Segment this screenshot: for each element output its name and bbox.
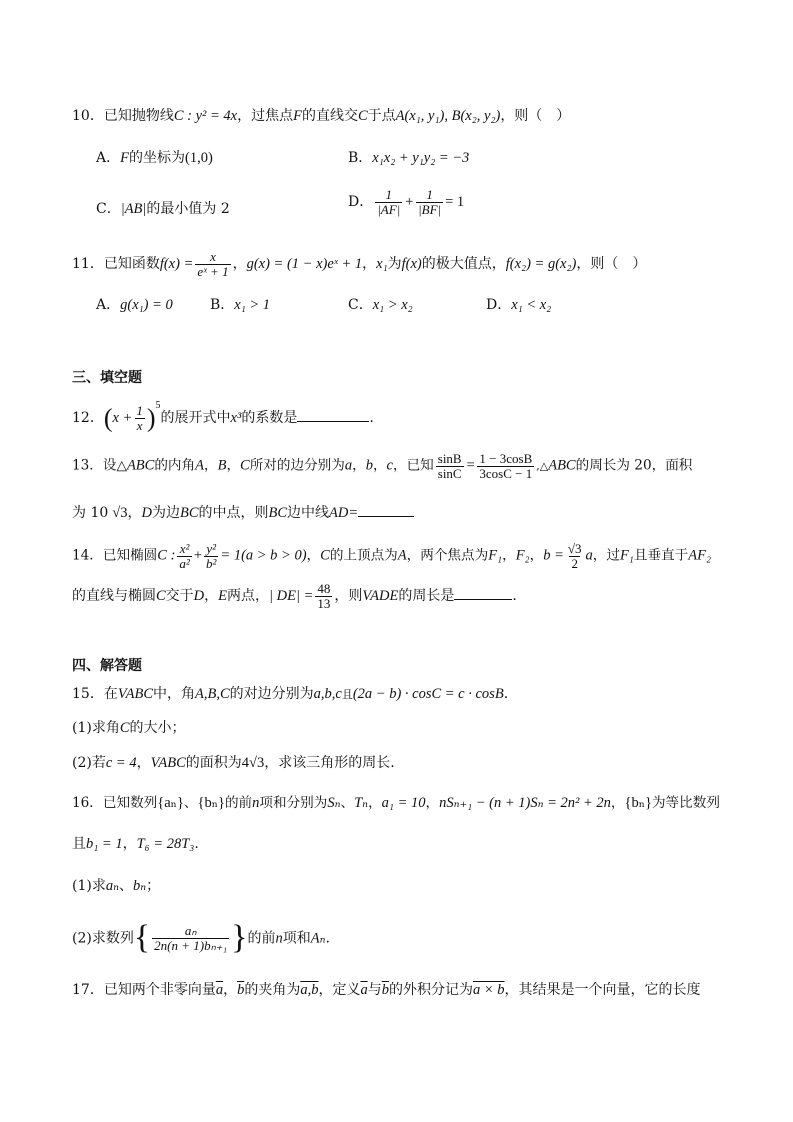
frac-den: x <box>136 417 143 433</box>
option-label: A． <box>96 297 121 313</box>
q16-text: 项和 <box>282 930 311 947</box>
option-label: D． <box>486 297 512 313</box>
fraction <box>134 404 145 432</box>
q14-var: E <box>218 588 228 605</box>
option-math: (1,0) <box>184 150 213 166</box>
option-label: C． <box>348 297 373 313</box>
q14-text: 的直线与椭圆 <box>72 588 156 605</box>
paren-close: ) <box>146 403 156 433</box>
q10-option-c <box>96 201 230 218</box>
frac-den: |AF| <box>377 201 401 217</box>
q13-var: b <box>365 457 373 474</box>
answer-blank[interactable] <box>297 409 369 422</box>
frac-den: b² <box>206 555 217 571</box>
q17-text: ，其结果是一个向量，它的长度 <box>504 982 701 998</box>
q14-text: 的周长是 <box>398 588 455 605</box>
q11-text: ， <box>232 256 247 273</box>
frac-den: 3cosC − 1 <box>479 465 533 481</box>
q13-text: ， <box>352 457 366 474</box>
q13-text: 的周长为 20，面积 <box>575 457 693 474</box>
option-math: x₁ < x₂ <box>511 297 552 313</box>
fraction <box>477 452 534 480</box>
frac-num: y² <box>206 541 217 556</box>
fraction <box>566 542 584 570</box>
frac-num: x <box>210 249 216 264</box>
q16-text: 的前 <box>247 930 276 947</box>
q12-text: 的系数是 <box>241 410 298 426</box>
q13-text: 边中线 <box>287 505 330 521</box>
q17-text: ， <box>223 982 238 998</box>
q14-var: AF₂ <box>688 547 711 564</box>
q13-text: 的中点，则 <box>198 505 269 521</box>
q13-text: ， <box>203 457 218 474</box>
q16-text: ， <box>122 836 137 852</box>
q15-text: 的大小； <box>129 720 186 736</box>
q13-text: 13．设△ <box>72 457 127 474</box>
option-text: 的坐标为 <box>128 150 185 166</box>
q10-option-b <box>348 150 469 167</box>
fraction <box>315 582 332 610</box>
q16-text: ； <box>146 878 161 894</box>
q15-var: c = 4 <box>105 755 137 771</box>
q16-part2 <box>72 918 330 959</box>
q10-points: A(x₁, y₁), B(x₂, y₂) <box>395 108 501 124</box>
q13-var: D <box>141 505 152 521</box>
q16-text: 的前 <box>224 795 253 811</box>
q11-option-b <box>210 297 270 314</box>
q14-text: 14．已知椭圆 <box>72 547 158 564</box>
q16-var: {bₙ} <box>197 795 225 811</box>
q14-line1: 14．已知椭圆C : $\frac{\text{x²}}{\text{a²}}$ + $\frac{\text{y²}}{\text{b²}}$ = 1(a > b > 0)，C的上顶点为A，两个焦点为F₁，F₂，b = $\frac{√3}{2}$ a，过F₁且垂直于AF₂ <box>72 541 711 571</box>
q13-text: ， <box>127 505 142 521</box>
q14-text: ， <box>529 547 544 564</box>
q11-stem <box>72 250 646 278</box>
q16-text: . <box>194 836 199 852</box>
brace-open: { <box>133 919 151 956</box>
q16-text: 、 <box>118 878 133 894</box>
q11-text: 11．已知函数 <box>72 256 160 273</box>
q11-fx: f(x) <box>401 256 422 273</box>
answer-blank[interactable] <box>358 504 414 517</box>
q14-var: A <box>397 547 407 564</box>
frac-num: sinB <box>437 451 462 466</box>
q15-part2 <box>72 755 395 772</box>
q15-var: A,B,C <box>195 686 230 702</box>
paren-open: ( <box>103 403 113 433</box>
q14-var: F₁ <box>488 547 503 564</box>
q14-text: . <box>512 588 517 605</box>
fraction <box>177 542 191 570</box>
q13-text: 的内角 <box>154 457 196 474</box>
q15-var: VABC <box>150 755 186 771</box>
q12-xcube: x³ <box>230 410 242 426</box>
q16-line2 <box>72 836 199 853</box>
q13-text: ，已知 <box>392 457 434 474</box>
q14-op: + <box>193 547 202 564</box>
q11-gx: g(x) = (1 − x)eˣ + 1 <box>246 256 363 273</box>
q13-var: BC <box>179 505 199 521</box>
q13-text: 为 10 <box>72 505 109 521</box>
q15-text: 15．在 <box>72 686 118 702</box>
q15-text: . <box>503 686 509 702</box>
option-text: 的最小值为 2 <box>146 201 230 217</box>
q15-part1 <box>72 720 186 737</box>
q10-text: 10．已知抛物线 <box>72 108 174 124</box>
fraction <box>375 188 402 216</box>
q16-text: 项和分别为 <box>259 795 328 811</box>
q14-text: 交于 <box>165 588 194 605</box>
q12-text: 的展开式中 <box>160 410 231 426</box>
q16-var: Tₙ <box>354 795 369 811</box>
q13-var: B <box>217 457 227 474</box>
q17-text: 17．已知两个非零向量 <box>72 982 216 998</box>
q16-text: ， <box>425 795 440 811</box>
frac-den: eˣ + 1 <box>197 263 229 279</box>
q10-var-F: F <box>293 108 302 124</box>
q14-var: C : <box>157 547 176 564</box>
q16-text: ， <box>368 795 382 811</box>
q16-text: ， <box>610 795 625 811</box>
q14-text: ，两个焦点为 <box>406 547 489 564</box>
q11-text: 为 <box>387 256 402 273</box>
q17-vector: $\overline{b}$ <box>381 982 389 998</box>
q17-line1 <box>72 982 701 999</box>
q16-text: (1)求 <box>72 878 106 894</box>
q11-option-a <box>96 297 173 314</box>
q15-var: 4√3 <box>241 755 265 771</box>
q13-text: ， <box>372 457 387 474</box>
q14-text: ，则 <box>334 588 363 605</box>
q14-var: b = <box>543 547 564 564</box>
q16-text: (2)求数列 <box>72 930 134 947</box>
q11-text: 的极大值点， <box>421 256 506 273</box>
q14-text: ， <box>204 588 219 605</box>
q15-eq: (2a − b) · cosC = c · cosB <box>352 686 504 702</box>
q15-text: (1)求角 <box>72 720 120 736</box>
option-math: g(x₁) = 0 <box>120 297 173 313</box>
q13-line2 <box>72 504 414 522</box>
q10-option-d: D． $\frac{1}{|AF|}$ + $\frac{1}{|BF|}$ = 1 <box>348 187 465 217</box>
q10-stem <box>72 108 570 125</box>
frac-num: √3 <box>567 541 582 556</box>
q14-cond: = 1(a > b > 0) <box>220 547 307 564</box>
option-label: D． <box>348 194 374 211</box>
q13-var: AD= <box>329 505 359 521</box>
q11-option-d <box>486 297 551 314</box>
q17-text: 的外积分记为 <box>388 982 473 998</box>
q16-part1 <box>72 878 160 895</box>
q11-cond: f(x₂) = g(x₂) <box>505 256 577 273</box>
q14-text: 两点， <box>227 588 270 605</box>
q10-option-a <box>96 150 213 167</box>
section-heading-fill-in: 三、填空题 <box>72 370 142 386</box>
q12-base: x + <box>112 410 133 426</box>
frac-den: 2n(n + 1)bₙ₊₁ <box>154 937 228 953</box>
q14-var: VADE <box>362 588 399 605</box>
q11-text: ， <box>362 256 377 273</box>
q17-text: 与 <box>367 982 382 998</box>
q16-var: T₆ = 28T₃ <box>136 836 195 852</box>
q13-var: a <box>344 457 353 474</box>
q13-line1 <box>72 452 692 480</box>
q16-text: 、 <box>183 795 198 811</box>
q13-var: c <box>386 457 393 474</box>
q15-stem <box>72 686 508 703</box>
q14-var: a <box>585 547 593 564</box>
q16-var: a₁ = 10 <box>381 795 426 811</box>
q16-text: 、 <box>340 795 355 811</box>
q11-fx: f(x) = <box>159 256 194 273</box>
option-math: x₁ > 1 <box>234 297 271 313</box>
option-label: B． <box>348 150 373 166</box>
q13-var: ABC <box>126 457 155 474</box>
q15-text: ，求该三角形的周长. <box>264 755 395 771</box>
option-math: |AB| <box>120 201 147 217</box>
frac-num: 1 − 3cosB <box>479 451 533 466</box>
q11-text: ，则（ ） <box>576 256 647 273</box>
q13-var: C <box>240 457 250 474</box>
section-heading-solutions: 四、解答题 <box>72 658 142 674</box>
fraction <box>436 452 464 480</box>
q13-sqrt: √3 <box>112 505 128 521</box>
q14-var: F₂ <box>515 547 530 564</box>
q14-var: F₁ <box>619 547 634 564</box>
q15-text: 的面积为 <box>185 755 242 771</box>
q16-line1 <box>72 795 720 812</box>
q14-text: ，过 <box>592 547 620 564</box>
frac-den: 13 <box>317 595 331 611</box>
frac-num: 1 <box>426 187 433 202</box>
q10-text: ，过焦点 <box>237 108 294 124</box>
q13-var: BC <box>268 505 288 521</box>
q16-var: Sₙ <box>327 795 341 811</box>
brace-close: } <box>231 919 248 956</box>
fraction <box>416 188 443 216</box>
option-math: x₁ > x₂ <box>372 297 413 313</box>
q17-cross: a × b <box>472 982 505 998</box>
q16-text: 16．已知数列 <box>72 795 158 811</box>
frac-num: aₙ <box>184 923 197 939</box>
q16-var: aₙ <box>105 878 119 894</box>
q15-var: C <box>119 720 130 736</box>
q12-power: 5 <box>155 400 161 411</box>
q16-var: n <box>252 795 260 811</box>
q17-vector: $\overline{b}$ <box>237 982 245 998</box>
q13-eq: = <box>465 457 476 474</box>
frac-num: 1 <box>385 187 392 202</box>
option-label: B． <box>210 297 235 313</box>
q12-stem <box>72 400 374 434</box>
q10-text: 的直线交 <box>301 108 358 124</box>
fraction <box>204 542 218 570</box>
q16-text: 且 <box>72 836 86 852</box>
q16-var: bₙ <box>132 878 147 894</box>
option-label: C． <box>96 201 121 217</box>
q14-var: | DE| = <box>269 588 314 605</box>
q14-text: ， <box>306 547 321 564</box>
q13-var: A <box>195 457 204 474</box>
q10-text: ，则（ ） <box>500 108 571 124</box>
q12-label: 12． <box>72 410 104 426</box>
q14-text: 的上顶点为 <box>329 547 398 564</box>
frac-num: 1 <box>136 402 143 418</box>
q13-text: 为边 <box>151 505 180 521</box>
q15-text: 且 <box>341 688 353 701</box>
q15-text: ， <box>136 755 151 771</box>
q16-text: . <box>325 930 330 947</box>
q14-var: C <box>320 547 330 564</box>
frac-num: 48 <box>317 581 331 596</box>
option-math: = 1 <box>445 194 465 211</box>
q13-text: 所对的边分别为 <box>249 457 345 474</box>
q16-var: {bₙ} <box>624 795 652 811</box>
q16-text: 为等比数列 <box>651 795 720 811</box>
q11-option-c <box>348 297 413 314</box>
q13-var: ABC <box>548 457 576 474</box>
option-math: x₁x₂ + y₁y₂ = −3 <box>372 150 470 166</box>
fraction <box>195 250 230 278</box>
q12-text: . <box>369 410 374 426</box>
q11-x1: x₁ <box>376 256 388 273</box>
q10-var-C: C <box>357 108 368 124</box>
answer-blank[interactable] <box>454 587 512 600</box>
frac-num: x² <box>179 541 190 556</box>
q15-text: 中，角 <box>153 686 195 702</box>
q10-parabola-eq: C : y² = 4x <box>173 108 238 124</box>
q16-var: n <box>275 930 283 947</box>
option-label: A． <box>96 150 121 166</box>
frac-den: sinC <box>437 465 462 481</box>
q10-var-F: F <box>120 150 129 166</box>
frac-den: a² <box>179 555 190 571</box>
q15-var: VABC <box>117 686 153 702</box>
frac-den: |BF| <box>418 201 442 217</box>
q15-var: a,b,c <box>313 686 342 702</box>
q17-vector: $\overline{a}$ <box>215 982 224 998</box>
q16-recurrence: nSₙ₊₁ − (n + 1)Sₙ = 2n² + 2n <box>439 795 611 811</box>
q16-var: {aₙ} <box>157 795 184 811</box>
q17-text: ，定义 <box>318 982 361 998</box>
q13-text: ， <box>226 457 241 474</box>
q17-angle: a,b <box>300 982 319 998</box>
q17-text: 的夹角为 <box>244 982 301 998</box>
q14-line2 <box>72 582 517 610</box>
q14-text: 且垂直于 <box>633 547 689 564</box>
q10-text: 于点 <box>367 108 396 124</box>
q16-var: b₁ = 1 <box>86 836 123 852</box>
q17-vector: $\overline{a}$ <box>360 982 368 998</box>
fraction <box>152 924 229 952</box>
q14-var: C <box>156 588 166 605</box>
q15-text: 的对边分别为 <box>229 686 314 702</box>
q14-var: D <box>193 588 205 605</box>
q16-var: Aₙ <box>310 930 326 947</box>
q13-text: ,△ <box>536 459 549 473</box>
frac-den: 2 <box>571 555 578 571</box>
q15-text: (2)若 <box>72 755 106 771</box>
